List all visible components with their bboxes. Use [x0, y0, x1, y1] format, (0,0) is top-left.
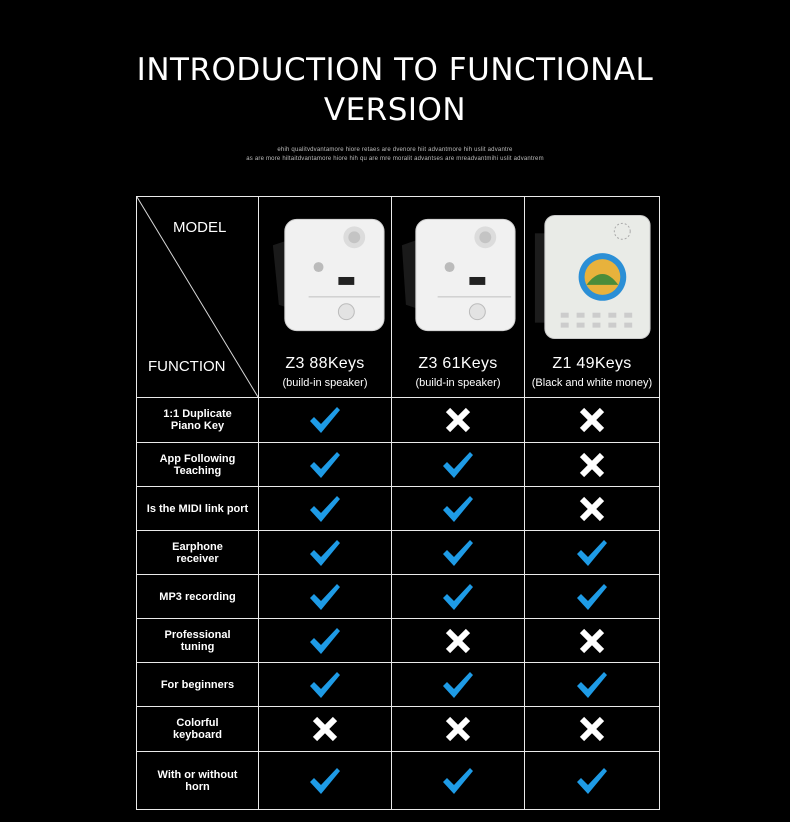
feature-row — [137, 663, 660, 707]
feature-label: Colorful — [176, 717, 219, 729]
feature-label-cell — [137, 619, 259, 663]
feature-row — [137, 707, 660, 752]
mark-cell-cross — [525, 443, 660, 487]
mark-cell-check — [259, 443, 392, 487]
feature-label: Professional — [164, 628, 231, 641]
model-cell-2 — [392, 197, 525, 398]
model-subtitle: (build-in speaker) — [282, 377, 368, 389]
feature-label-cell — [137, 487, 259, 531]
feature-label: receiver — [176, 552, 219, 565]
check-icon — [309, 626, 341, 656]
device-screen-icon — [525, 205, 659, 345]
check-icon — [309, 405, 341, 435]
model-subtitle: (Black and white money) — [531, 377, 653, 389]
header-row — [137, 197, 660, 398]
mark-cell-cross — [525, 487, 660, 531]
model-name: Z3 88Keys — [285, 355, 365, 372]
mark-cell-check — [392, 531, 525, 575]
feature-label: Teaching — [173, 464, 222, 477]
feature-label-cell — [137, 443, 259, 487]
mark-cell-check — [392, 752, 525, 810]
mark-cell-cross — [259, 707, 392, 752]
check-icon — [576, 582, 608, 612]
mark-cell-check — [392, 575, 525, 619]
mark-cell-check — [259, 752, 392, 810]
mark-cell-cross — [392, 619, 525, 663]
page-title-line2: VERSION — [323, 92, 467, 128]
subtitle-line1: ehih qualitvdvantamore hiore retaes are dvenore hiit advantmore hih uslit advantre — [277, 147, 513, 153]
model-header-label: MODEL — [173, 219, 227, 236]
cross-icon — [578, 451, 606, 479]
mark-cell-check — [259, 663, 392, 707]
cross-icon — [578, 495, 606, 523]
mark-cell-check — [392, 663, 525, 707]
feature-row — [137, 752, 660, 810]
feature-label-cell — [137, 663, 259, 707]
feature-label: MP3 recording — [159, 590, 236, 603]
mark-cell-cross — [392, 398, 525, 443]
model-subtitle: (build-in speaker) — [415, 377, 501, 389]
check-icon — [309, 538, 341, 568]
check-icon — [442, 582, 474, 612]
feature-label: keyboard — [173, 729, 222, 741]
check-icon — [309, 494, 341, 524]
feature-label: Piano Key — [170, 420, 225, 432]
model-name: Z3 61Keys — [418, 355, 498, 372]
feature-label-cell — [137, 752, 259, 810]
function-header-label: FUNCTION — [148, 358, 226, 375]
mark-cell-check — [259, 619, 392, 663]
mark-cell-check — [525, 663, 660, 707]
check-icon — [309, 450, 341, 480]
feature-row — [137, 531, 660, 575]
cross-icon — [578, 406, 606, 434]
mark-cell-check — [392, 487, 525, 531]
page-title-line1: INTRODUCTION TO FUNCTIONAL — [136, 52, 654, 88]
cross-icon — [444, 406, 472, 434]
feature-row — [137, 619, 660, 663]
table-corner-cell — [137, 197, 259, 398]
cross-icon — [578, 715, 606, 743]
feature-label: App Following — [159, 452, 236, 465]
check-icon — [442, 670, 474, 700]
device-white-icon — [392, 205, 524, 345]
feature-label: For beginners — [160, 678, 235, 691]
check-icon — [442, 450, 474, 480]
mark-cell-cross — [525, 619, 660, 663]
feature-label: Is the MIDI link port — [146, 502, 249, 515]
cross-icon — [578, 627, 606, 655]
cross-icon — [444, 715, 472, 743]
mark-cell-check — [525, 531, 660, 575]
subtitle-line2: as are more hiltaitdvantamore hiore hih qu are mre moralit advantses are mreadvantmihi uslit advantrem — [246, 156, 544, 162]
model-cell-1 — [259, 197, 392, 398]
mark-cell-check — [392, 443, 525, 487]
device-white-icon — [259, 205, 391, 345]
feature-label-cell — [137, 398, 259, 443]
check-icon — [576, 670, 608, 700]
mark-cell-check — [259, 398, 392, 443]
feature-label: tuning — [180, 640, 215, 653]
subtitle — [0, 146, 790, 164]
mark-cell-check — [259, 575, 392, 619]
page-title — [0, 50, 790, 130]
mark-cell-check — [525, 752, 660, 810]
feature-row — [137, 443, 660, 487]
check-icon — [442, 494, 474, 524]
mark-cell-cross — [525, 398, 660, 443]
mark-cell-check — [525, 575, 660, 619]
feature-row — [137, 487, 660, 531]
cross-icon — [444, 627, 472, 655]
check-icon — [309, 670, 341, 700]
model-cell-3 — [525, 197, 660, 398]
feature-label: Earphone — [172, 540, 223, 553]
feature-label-cell — [137, 575, 259, 619]
feature-row — [137, 398, 660, 443]
feature-label-cell — [137, 531, 259, 575]
feature-label: horn — [185, 780, 210, 793]
check-icon — [442, 538, 474, 568]
feature-label-cell — [137, 707, 259, 752]
feature-row — [137, 575, 660, 619]
comparison-table — [136, 196, 660, 810]
feature-label: 1:1 Duplicate — [163, 408, 232, 420]
model-name: Z1 49Keys — [552, 355, 632, 372]
check-icon — [309, 766, 341, 796]
check-icon — [576, 766, 608, 796]
check-icon — [576, 538, 608, 568]
mark-cell-cross — [392, 707, 525, 752]
check-icon — [442, 766, 474, 796]
mark-cell-check — [259, 531, 392, 575]
mark-cell-cross — [525, 707, 660, 752]
check-icon — [309, 582, 341, 612]
feature-label: With or without — [157, 768, 238, 781]
mark-cell-check — [259, 487, 392, 531]
cross-icon — [311, 715, 339, 743]
